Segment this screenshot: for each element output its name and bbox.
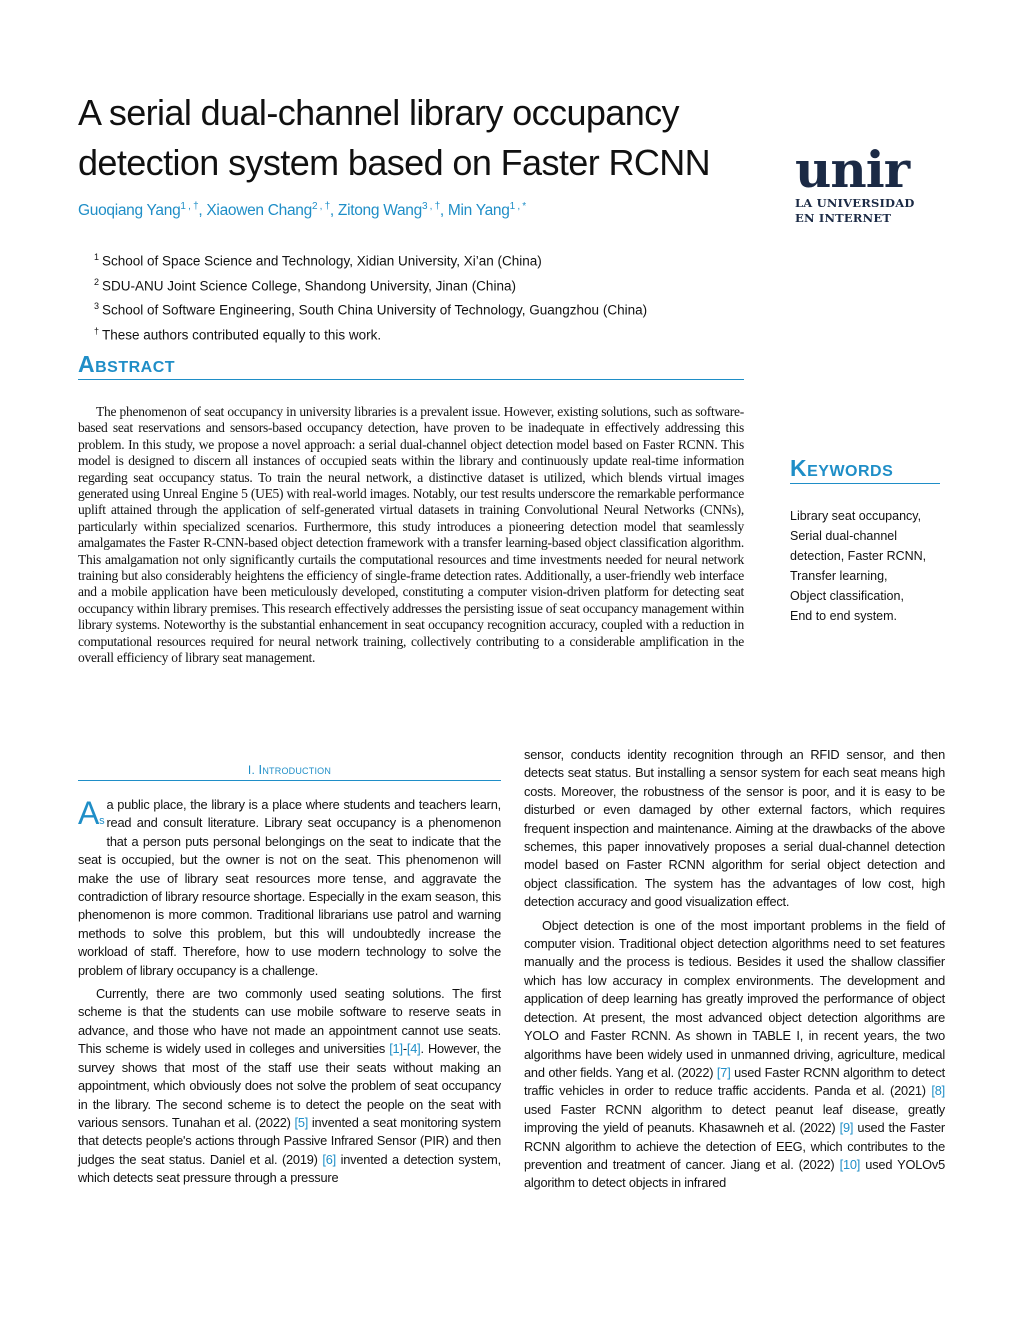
intro-paragraph-4 <box>524 917 945 1193</box>
paragraph-text: a public place, the library is a place where students and teachers learn, read and consult literature. Library seat occupancy is a phenomenon that a person puts personal belongings on the seat to indicate that the seat is occupied, but the owner is not on the seat. This phenomenon will make the use of library seat resources more tense, and aggravate the contradiction of library resource shortage. Especially in the exam season, this phenomenon is more common. Traditional librarians use patrol and warning methods to solve this problem, but this will undoubtedly increase the workload of staff. Therefore, how to use modern technology to solve the problem of library occupancy is a challenge. <box>78 797 501 978</box>
author-list: Guoqiang Yang$^{1 , \dagger}$, Xiaowen Chang$^{2 , \dagger}$, Zitong Wang$^{3 , \dagger}$, Min Yang$^{1 , *}$ <box>78 201 526 220</box>
keyword-line: Serial dual-channel <box>790 529 898 543</box>
affiliation-text: SDU-ANU Joint Science College, Shandong University, Jinan (China) <box>102 278 516 293</box>
author-affiliation-mark: 1 , * <box>509 201 526 212</box>
citation-link[interactable]: [6] <box>322 1151 336 1167</box>
author-affiliation-mark: 1 , † <box>180 201 199 212</box>
affiliation-mark: 1 <box>94 252 100 262</box>
paragraph-text: used the Faster RCNN algorithm to achieve the detection of EEG, which contributes to the prevention and treatment of cancer. Jiang et al. (2022) <box>524 1120 945 1172</box>
affiliation-mark: † <box>94 325 100 336</box>
affiliation <box>94 272 647 297</box>
paper-title: A serial dual-channel library occupancy detection system based on Faster RCNN <box>78 92 711 183</box>
paragraph-text: used YOLOv5 algorithm to detect objects in infrared <box>524 1156 946 1191</box>
citation-link[interactable]: [10] <box>839 1156 861 1172</box>
logo-wordmark: unir <box>795 140 910 199</box>
left-column <box>78 796 501 1193</box>
affiliation <box>94 296 647 321</box>
affiliation-mark: 2 <box>94 276 100 287</box>
keyword-line: Transfer learning, <box>790 569 888 583</box>
author-affiliation-mark: 2 , † <box>311 201 330 212</box>
intro-paragraph-2 <box>78 985 501 1187</box>
introduction-heading <box>78 762 501 781</box>
drop-cap-s: s <box>99 815 105 827</box>
paragraph-text: invented a seat monitoring system that detects people's actions through Passive Infrared Sensor (PIR) and then judges the seat status. Daniel et al. (2019) <box>78 1114 501 1167</box>
intro-paragraph-3: sensor, conducts identity recognition through an RFID sensor, and then detects seat status. But installing a sensor system for each seat means high costs. Moreover, the robustness of the sensor is poor, and it is easy to be disturbed or even damaged by other external factors, which requires frequent inspection and maintenance. Aiming at the drawbacks of the above schemes, this paper innovatively proposes a serial dual-channel detection model based on Faster RCNN algorithm for serial object detection and object classification. The system has the advantages of low cost, high detection accuracy and good visualization effect. <box>524 747 945 910</box>
affiliation-text: These authors contributed equally to this work. <box>102 327 382 342</box>
paragraph-text: . However, the survey shows that most of the staff use their seats without making an appointment, which obviously does not solve the problem of seat occupancy in the library. The second scheme is to detect the people on the seat with various sensors. Tunahan et al. (2022) <box>78 1041 502 1130</box>
abstract-heading: Abstract <box>78 351 744 380</box>
abstract-text: The phenomenon of seat occupancy in university libraries is a prevalent issue. However, existing solutions, such as software-based seat reservations and sensors-based occupancy detection, have proven to be inadequate in effectively addressing this problem. In this study, we propose a novel approach: a serial dual-channel object detection model based on Faster RCNN. This model is designed to discern all instances of occupied seats within the library and continuously update real-time information regarding seat occupancy status. To train the neural network, a distinctive dataset is utilized, which blends virtual images generated using Unreal Engine 5 (UE5) with real-world images. Notably, our test results underscore the remarkable performance uplift attained through the application of self-generated virtual datasets in training Convolutional Neural Networks (CNNs), particularly within specialized scenarios. Furthermore, this study introduces a pioneering detection model that seamlessly amalgamates the Faster R-CNN-based object detection framework with a transfer learning-based object classification algorithm. This amalgamation not only significantly curtails the computational resources and time investments needed for neural network training but also considerably heightens the efficiency of single-frame detection rates. Additionally, a user-friendly web interface and a mobile application have been meticulously developed, constituting a computer vision-driven platform for detecting seat occupancy within library premises. This research effectively addresses the persisting issue of seat occupancy management within library systems. Noteworthy is the substantial enhancement in seat occupancy recognition accuracy, coupled with a reduction in computational resources required for neural network training, collectively contributing to a considerable amplification in the overall efficiency of library seat management. <box>78 404 744 666</box>
logo-subtitle-line2: EN INTERNET <box>795 211 892 225</box>
citation-link[interactable]: [5] <box>294 1114 309 1130</box>
keyword-line: End to end system. <box>790 609 898 623</box>
affiliation <box>94 321 647 346</box>
keyword-line: Object classification, <box>790 589 904 603</box>
citation-link[interactable]: [9] <box>839 1120 854 1136</box>
drop-cap-letter: A <box>78 795 100 831</box>
keyword-line: detection, Faster RCNN, <box>790 549 927 563</box>
author-name: Guoqiang Yang <box>78 202 181 220</box>
logo-subtitle-line1: LA UNIVERSIDAD <box>795 196 915 210</box>
intro-paragraph-1 <box>78 796 501 980</box>
citation-link[interactable]: [1] <box>389 1041 403 1057</box>
paragraph-text: invented a detection system, which detects seat pressure through a pressure <box>78 1151 501 1186</box>
citation-link[interactable]: [7] <box>716 1064 731 1080</box>
right-column <box>524 746 945 1198</box>
section-title: Introduction <box>258 762 332 777</box>
affiliation-text: School of Software Engineering, South China University of Technology, Guangzhou (China) <box>102 302 648 318</box>
paragraph-text: used Faster RCNN algorithm to detect traffic vehicles in order to reduce traffic accidents. Panda et al. (2021) <box>524 1064 946 1099</box>
paragraph-text: Currently, there are two commonly used seating solutions. The first scheme is that the students can use mobile software to reserve seats in advance, and those who have not made an appointment cannot use seats. This scheme is widely used in colleges and universities <box>78 986 501 1057</box>
affiliations <box>94 247 647 345</box>
keywords-list <box>790 506 950 626</box>
author-affiliation-mark: 3 , † <box>421 201 440 212</box>
affiliation-text: School of Space Science and Technology, Xidian University, Xi’an (China) <box>102 253 542 269</box>
paragraph-text: Object detection is one of the most important problems in the field of computer vision. Traditional object detection algorithms need to set features manually and the process is tedious. Besides it used the shallow classifier which has low accuracy in complex environments. The development and application of deep learning has greatly improved the performance of object detection. At present, the most advanced object detection algorithms are YOLO and Faster RCNN. As shown in TABLE I, in recent years, the two algorithms have been widely used in unmanned driving, agriculture, medical and other fields. Yang et al. (2022) <box>524 917 945 1080</box>
affiliation-mark: 3 <box>94 301 100 311</box>
paragraph-text: used Faster RCNN algorithm to detect peanut leaf disease, greatly improving the yield of peanuts. Khasawneh et al. (2022) <box>524 1101 945 1136</box>
author-name: Zitong Wang <box>337 202 422 220</box>
drop-cap <box>78 795 105 836</box>
author-name: Xiaowen Chang <box>206 202 312 220</box>
affiliation <box>94 247 647 272</box>
citation-dash: - <box>402 1041 407 1057</box>
author-name: Min Yang <box>447 202 510 220</box>
unir-logo <box>795 140 935 225</box>
keywords-heading: Keywords <box>790 455 940 484</box>
section-number: I. <box>247 763 255 777</box>
citation-link[interactable]: [8] <box>931 1083 945 1099</box>
keyword-line: Library seat occupancy, <box>790 509 922 523</box>
citation-link[interactable]: [4] <box>406 1041 421 1057</box>
